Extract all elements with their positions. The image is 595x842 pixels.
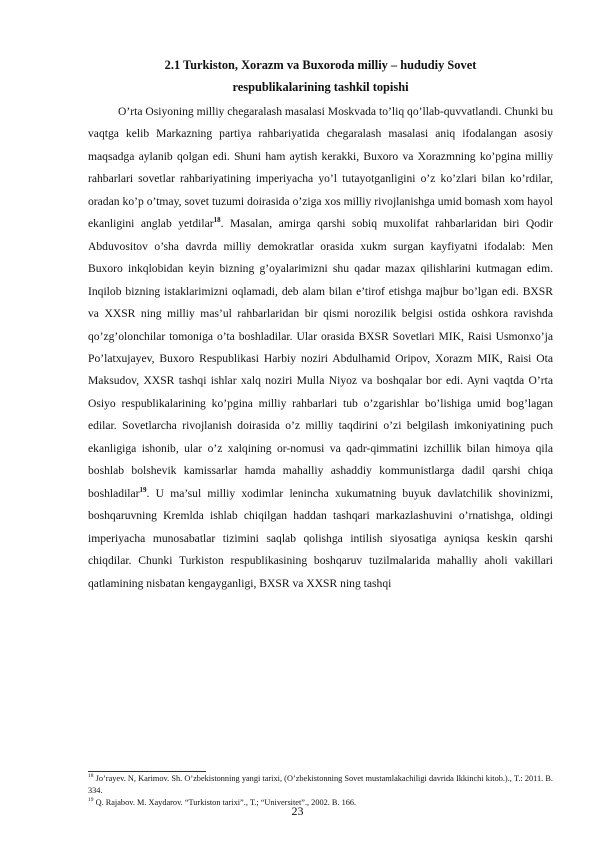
body-paragraph (88, 101, 553, 595)
footnote-ref-18[interactable]: 18 (213, 216, 221, 225)
heading-line-1: 2.1 Turkiston, Xorazm va Buxoroda milliy – hududiy Sovet (164, 58, 477, 72)
page-number: 23 (291, 804, 304, 818)
footnote-separator (88, 771, 206, 772)
body-text-part-2: . Masalan, amirga qarshi sobiq muxolifat rahbarlaridan biri Qodir Abduvositov o’sha davrda milliy demokratlar orasida xukm surgan kayfiyatni ifodalab: Men Buxoro inkqlobidan keyin bizning g’oyalarimizni shu qadar mazax qilishlarini kutmagan edim. Inqilob bizning istaklarimizni oqlamadi, deb alam bilan e’tirof etishga majbur bo’lgan edi. BXSR va XXSR ning milliy mas’ul rahbarlaridan bir qismi norozilik belgisi ostida oshkora ravishda qo’zg’olonchilar tomoniga o’ta boshladilar. Ular orasida BXSR Sovetlari MIK, Raisi Usmonxo’ja Po’latxujayev, Buxoro Respublikasi Harbiy noziri Abdulhamid Oripov, Xorazm MIK, Raisi Ota Maksudov, XXSR tashqi ishlar xalq noziri Mulla Niyoz va boshqalar bor edi. Ayni vaqtda O’rta Osiyo respublikalarining ko’pgina milliy rahbarlari tub o’zgarishlar bo’lishiga umid bog’lagan edilar. Sovetlarcha rivojlanish doirasida o’z milliy taqdirini o’zi belgilash imkoniyatining puch ekanligiga ishonib, ular o’z xalqining or-nomusi va qadr-qimmatini izchillik bilan himoya qila boshlab bolshevik kamissarlar hamda mahalliy ashaddiy kommunistlarga dadil qarshi chiqa boshladilar (88, 217, 553, 500)
page-content (88, 54, 553, 595)
footnote-number: 18 (88, 773, 94, 780)
heading-line-2: respublikalarining tashkil topishi (232, 80, 409, 94)
body-text-part-3: . U ma’sul milliy xodimlar lenincha xukumatning buyuk davlatchilik shovinizmi, boshqaruvning Kremlda ishlab chiqilgan haddan tashqari markazlashuvini o’rnatishga, oldingi imperiyacha munosabatlar tizimini saqlab qolishga intilish siyosatiga ayniqsa keskin qarshi chiqdilar. Chunki Turkiston respublikasining boshqaruv tuzilmalarida mahalliy aholi vakillari qatlamining nisbatan kengayganligi, BXSR va XXSR ning tashqi (88, 486, 553, 590)
footnote-text: Jo’rayev. N, Karimov. Sh. O’zbekistonning yangi tarixi, (O’zbekistonning Sovet mustamlakachiligi davrida Ikkinchi kitob.)., T.: 2011. B. 334. (88, 774, 553, 795)
footnote-18 (88, 773, 553, 796)
section-heading (88, 54, 553, 98)
body-text-part-1: O’rta Osiyoning milliy chegaralash masalasi Moskvada to’liq qo’llab-quvvatlandi. Chunki bu vaqtga kelib Markazning partiya rahbariyatida chegaralash masalasi aniq ifodalangan asosiy maqsadga aylanib qolgan edi. Shuni ham aytish kerakki, Buxoro va Xorazmning ko’pgina milliy rahbarlari sovetlar rahbariyatining imperiyacha yo’l tutayotganligini o’z ko’zlari bilan ko’rdilar, oradan ko’p o’tmay, sovet tuzumi doirasida o’ziga xos milliy rivojlanishga umid bomash xom hayol ekanligini anglab yetdilar (88, 105, 553, 231)
footnote-number: 19 (88, 797, 94, 804)
footnote-text: Q. Rajabov. M. Xaydarov. “Turkiston tarixi”., T.; “Universitet”., 2002. B. 166. (93, 798, 357, 807)
footnote-ref-19[interactable]: 19 (139, 485, 147, 494)
